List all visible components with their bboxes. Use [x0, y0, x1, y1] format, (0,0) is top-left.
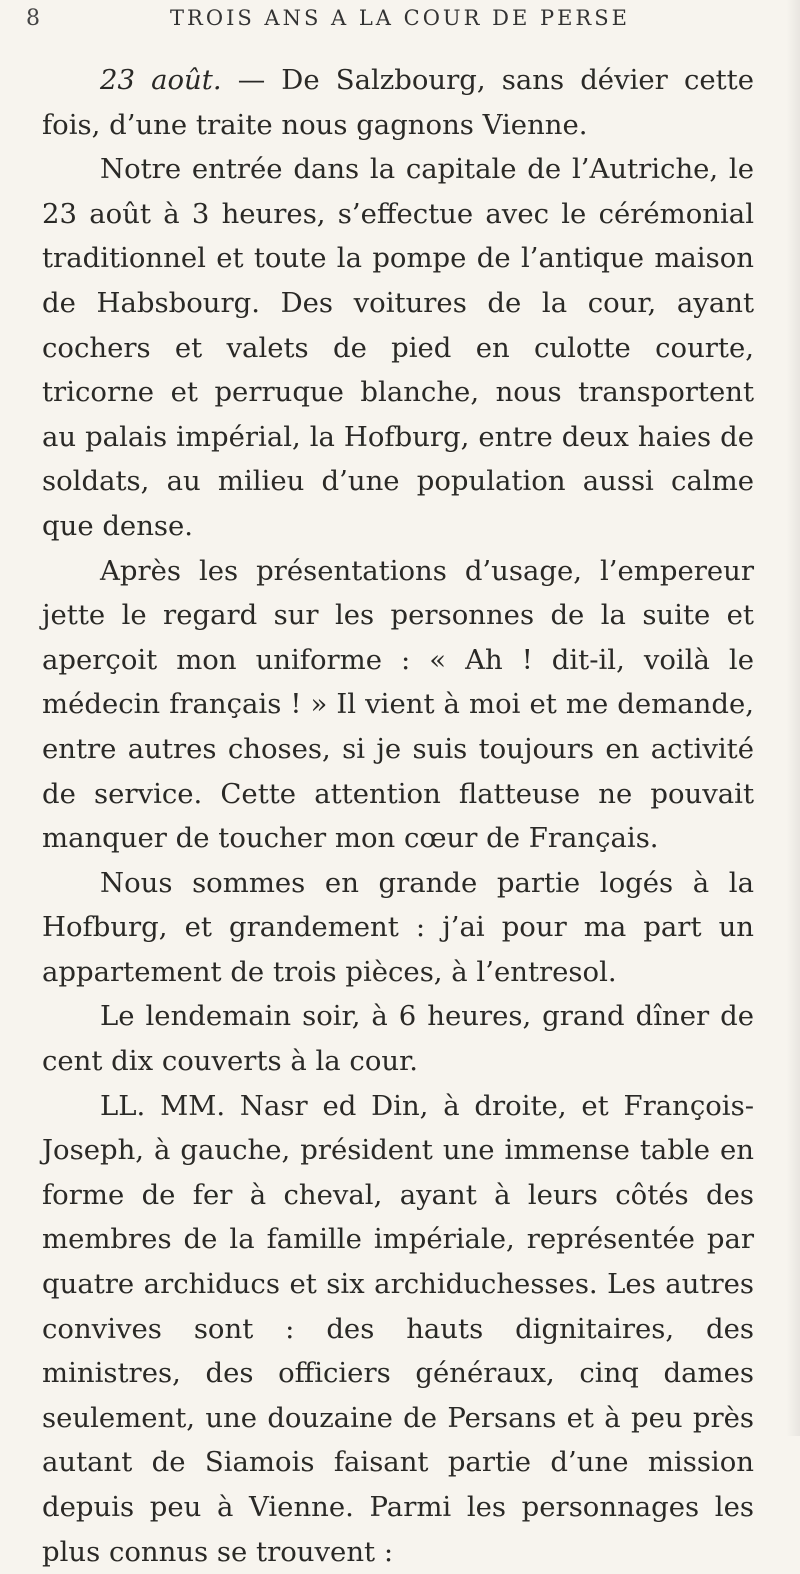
page-number: 8 [26, 6, 40, 31]
running-head: TROIS ANS A LA COUR DE PERSE [170, 6, 630, 30]
paragraph: LL. MM. Nasr ed Din, à droite, et François-Joseph, à gauche, président une immense table en forme de fer à cheval, ayant à leurs côtés des membres de la famille impériale, représentée par quatre archiducs et six archiduchesses. Les autres convives sont : des hauts dignitaires, des ministres, des officiers généraux, cinq dames seulement, une douzaine de Persans et à peu près autant de Siamois faisant partie d’une mission depuis peu à Vienne. Parmi les personnages les plus connus se trouvent : [42, 1089, 754, 1568]
paragraph: Notre entrée dans la capitale de l’Autriche, le 23 août à 3 heures, s’effectue avec le cérémonial traditionnel et toute la pompe de l’antique maison de Habsbourg. Des voitures de la cour, ayant cochers et valets de pied en culotte courte, tricorne et perruque blanche, nous transportent au palais impérial, la Hofburg, entre deux haies de soldats, au milieu d’une population aussi calme que dense. [42, 153, 754, 542]
paragraph [42, 58, 754, 147]
paragraph: Après les présentations d’usage, l’empereur jette le regard sur les personnes de la suite et aperçoit mon uniforme : « Ah ! dit-il, voilà le médecin français ! » Il vient à moi et me demande, entre autres choses, si je suis toujours en activité de service. Cette attention flatteuse ne pouvait manquer de toucher mon cœur de Français. [42, 554, 754, 855]
paragraph-text: — De Salzbourg, sans dévier cette fois, d’une traite nous gagnons Vienne. [42, 64, 754, 141]
entry-date: 23 août. [100, 64, 222, 96]
paragraph: Le lendemain soir, à 6 heures, grand dîner de cent dix couverts à la cour. [42, 1000, 754, 1078]
text-body [42, 58, 754, 1574]
page-edge-shadow [786, 0, 800, 1436]
paragraph: Nous sommes en grande partie logés à la Hofburg, et grandement : j’ai pour ma part un appartement de trois pièces, à l’entresol. [42, 866, 754, 988]
